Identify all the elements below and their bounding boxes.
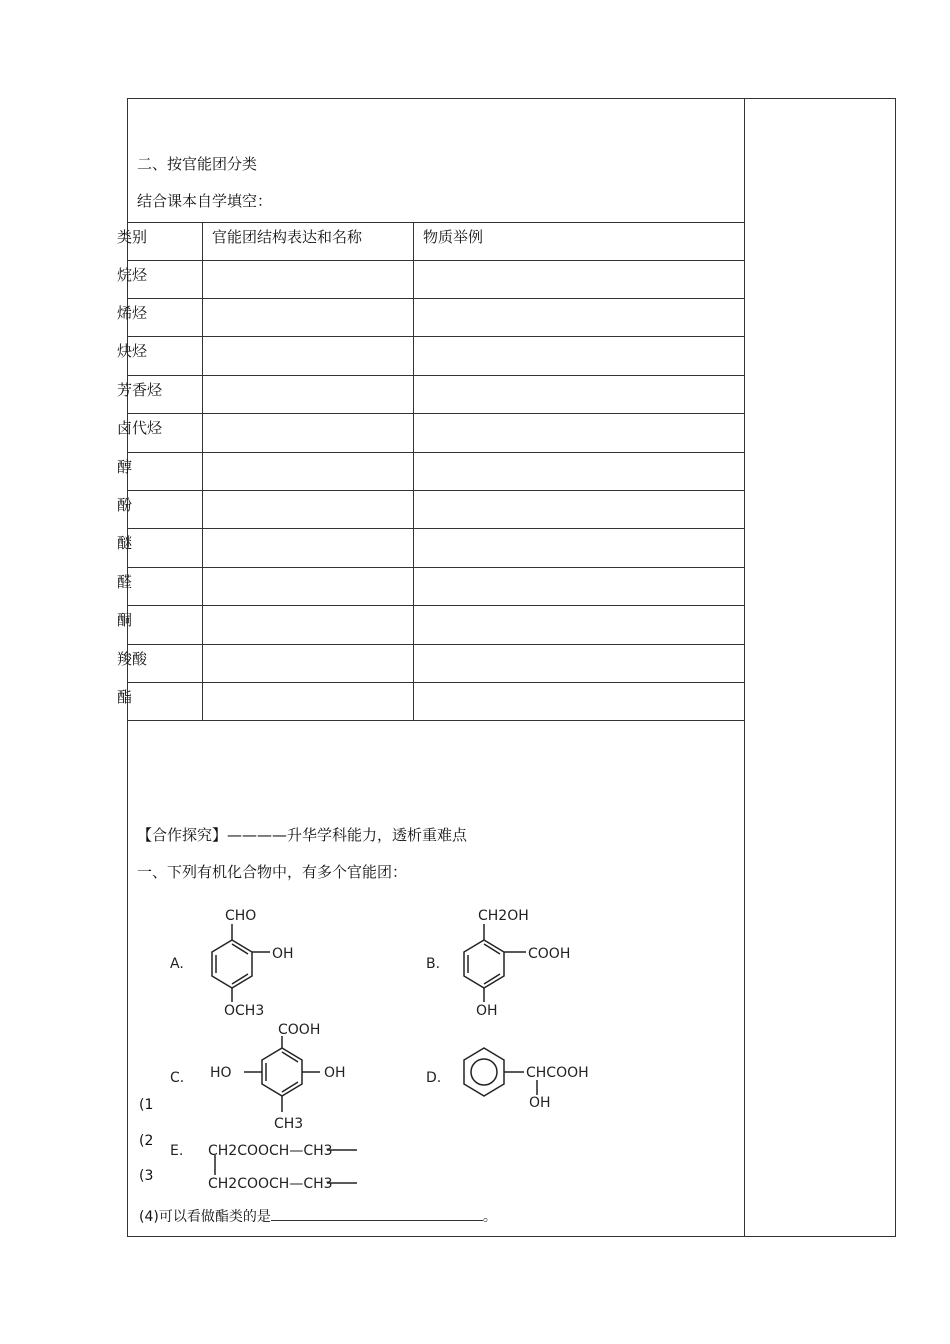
sub-question-3: (3	[139, 1168, 154, 1184]
structure-b-label: B.	[426, 956, 441, 972]
structure-d-chcooh: CHCOOH	[526, 1065, 589, 1081]
header-category: 类别	[117, 228, 148, 246]
answer-blank[interactable]	[271, 1206, 483, 1221]
structure-b-ring	[464, 924, 526, 1002]
header-example: 物质举例	[423, 228, 484, 246]
structure-e-top: CH2COOCH—CH3	[208, 1143, 333, 1159]
structure-a-ring	[212, 924, 270, 1002]
structure-d-label: D.	[426, 1070, 442, 1086]
row-label-alkene: 烯烃	[117, 304, 148, 322]
structure-c-ch3: CH3	[274, 1116, 304, 1132]
structure-b-cooh: COOH	[528, 946, 571, 962]
structure-b-ch2oh: CH2OH	[478, 908, 529, 924]
header-functional-group: 官能团结构表达和名称	[212, 228, 363, 246]
sub-question-2: (2	[139, 1133, 154, 1149]
structure-c-ho: HO	[210, 1065, 232, 1081]
structure-c-oh: OH	[324, 1065, 346, 1081]
row-label-aromatic: 芳香烃	[117, 381, 163, 399]
row-label-carboxylic-acid: 羧酸	[117, 650, 148, 668]
structure-e-bottom: CH2COOCH—CH3	[208, 1176, 333, 1192]
structure-c-label: C.	[170, 1070, 185, 1086]
row-label-haloalkane: 卤代烃	[117, 419, 163, 437]
instruction-text: 结合课本自学填空：	[137, 192, 273, 210]
structure-e-label: E.	[170, 1143, 184, 1159]
inquiry-question: 一、下列有机化合物中，有多个官能团：	[137, 863, 408, 881]
structure-c-ring	[244, 1036, 320, 1112]
structure-a-cho: CHO	[225, 908, 257, 924]
row-label-alkyne: 炔烃	[117, 342, 148, 360]
row-label-ester: 酯	[117, 688, 133, 706]
structure-d-oh: OH	[529, 1095, 551, 1111]
row-label-aldehyde: 醛	[117, 573, 133, 591]
row-label-alcohol: 醇	[117, 458, 133, 476]
margin-column-divider	[744, 98, 745, 1237]
structure-c-cooh: COOH	[278, 1022, 321, 1038]
row-label-alkane: 烷烃	[117, 266, 148, 284]
structure-b-oh: OH	[476, 1003, 498, 1019]
structure-a-oh: OH	[272, 946, 294, 962]
structure-a-label: A.	[170, 956, 184, 972]
row-label-phenol: 酚	[117, 496, 133, 514]
sub-question-4: (4)可以看做酯类的是 。	[139, 1206, 497, 1226]
structures-figure	[160, 900, 640, 1200]
row-label-ketone: 酮	[117, 611, 133, 629]
sub-question-1: (1	[139, 1097, 154, 1113]
row-label-ether: 醚	[117, 534, 133, 552]
structure-a-och3: OCH3	[224, 1003, 265, 1019]
section-title: 二、按官能团分类	[137, 155, 258, 173]
inquiry-heading: 【合作探究】————升华学科能力，透析重难点	[137, 826, 468, 844]
